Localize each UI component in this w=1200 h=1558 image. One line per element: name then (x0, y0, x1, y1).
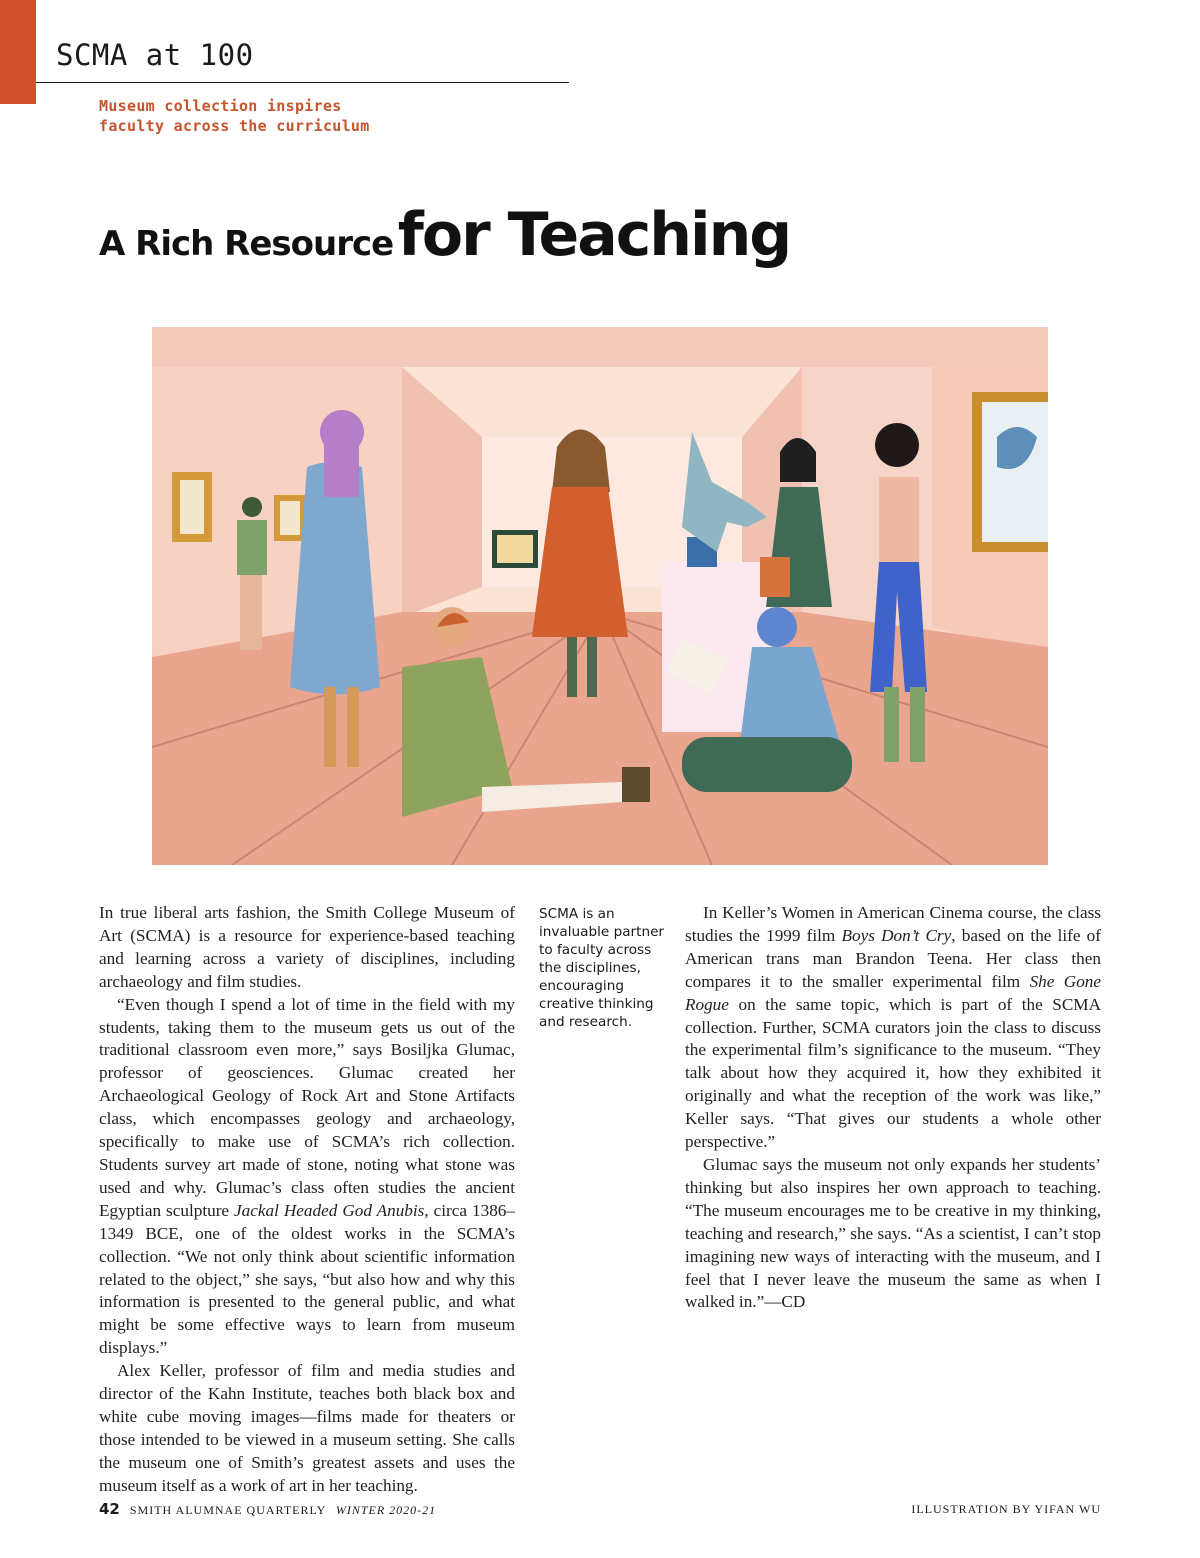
headline-large: for Teaching (397, 200, 791, 270)
kicker (99, 96, 499, 136)
body-column-1 (99, 902, 515, 1498)
body-paragraph-4-text-b: , based on the life of American trans man Brandon Teena. Her class then compares it to the smaller experimental film (685, 925, 1101, 991)
headline (99, 200, 999, 270)
film-title-2: She Gone Rogue (685, 971, 1102, 1014)
film-title-1: Boys Don’t Cry (841, 925, 952, 945)
publication-name: SMITH ALUMNAE QUARTERLY (129, 1503, 326, 1517)
footer-folio (99, 1500, 436, 1518)
body-paragraph-5: Glumac says the museum not only expands her students’ thinking but also inspires her own approach to teaching. “The museum encourages me to be creative in my thinking, teaching and research,” she says. “As a scientist, I can’t stop imagining new ways of interacting with the museum, and I feel that I never leave the museum the same as when I walked in.”—CD (685, 1154, 1101, 1312)
kicker-line-2: faculty across the curriculum (99, 117, 370, 135)
issue-date: WINTER 2020-21 (335, 1503, 437, 1517)
body-paragraph-4 (685, 902, 1101, 1154)
body-paragraph-2-text-b: , circa 1386–1349 BCE, one of the oldest works in the SCMA’s collection. “We not only think about scientific information related to the object,” she says, “but also how and why this information is presented to the general public, and what might be some effective ways to learn from museum displays.” (99, 1200, 515, 1358)
section-color-tab (0, 0, 36, 104)
kicker-line-1: Museum collection inspires (99, 97, 342, 115)
pull-quote: SCMA is an invaluable partner to faculty across the disciplines, encouraging creative thinking and research. (539, 906, 665, 1030)
body-paragraph-4-text-c: on the same topic, which is part of the SCMA collection. Further, SCMA curators join the class to discuss the experimental film’s significance to the museum. “They talk about how they acquired it, how they exhibited it originally and what the reception of the work was like,” Keller says. “That gives our students a whole other perspective.” (685, 994, 1101, 1152)
headline-small: A Rich Resource (99, 224, 394, 264)
page-number: 42 (99, 1500, 120, 1518)
body-paragraph-3: Alex Keller, professor of film and media studies and director of the Kahn Institute, teaches both black box and white cube moving images—films made for theaters or those intended to be viewed in a museum setting. She calls the museum one of Smith’s greatest assets and uses the museum itself as a work of art in her teaching. (99, 1361, 515, 1495)
body-paragraph-4-text-a: In Keller’s Women in American Cinema course, the class studies the 1999 film (685, 903, 1101, 945)
museum-gallery-illustration (152, 327, 1048, 865)
illustration-credit: ILLUSTRATION BY YIFAN WU (911, 1502, 1101, 1516)
section-label: SCMA at 100 (56, 38, 254, 72)
artwork-title: Jackal Headed God Anubis (234, 1200, 425, 1220)
body-paragraph-1: In true liberal arts fashion, the Smith College Museum of Art (SCMA) is a resource for experience-based teaching and learning across a variety of disciplines, including archaeology and film studies. (99, 903, 515, 991)
section-rule (36, 82, 569, 83)
body-paragraph-2-text-a: “Even though I spend a lot of time in the field with my students, taking them to the museum gets us out of the traditional classroom even more,” says Bosiljka Glumac, professor of geosciences. Glumac created her Archaeological Geology of Rock Art and Stone Artifacts class, which encompasses geology and archaeology, specifically to make use of SCMA’s rich collection. Students survey art made of stone, noting what stone was used and why. Glumac’s class often studies the ancient Egyptian sculpture (99, 994, 515, 1220)
body-column-2 (685, 902, 1101, 1314)
body-paragraph-2 (99, 994, 515, 1361)
